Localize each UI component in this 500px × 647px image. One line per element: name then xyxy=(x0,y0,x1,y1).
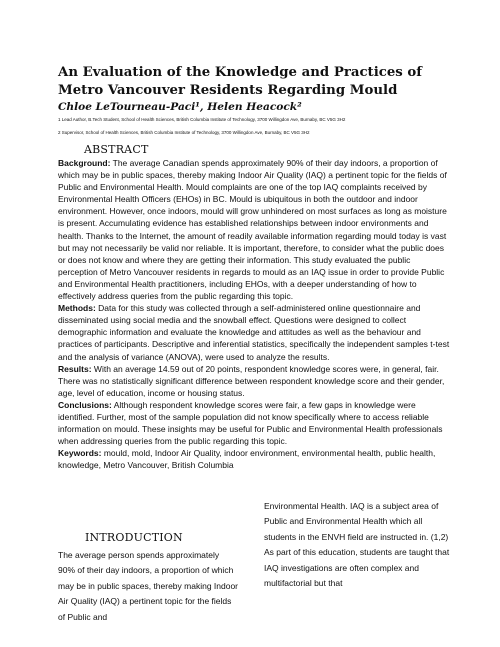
affiliation-2: 2 Supervisor, School of Health Sciences, British Columbia Institute of Technology, 3700 Willingdon Ave, Burnaby, BC V5G 3H2 xyxy=(58,130,310,135)
introduction-left-text: The average person spends approximately 90% of their day indoors, a proportion of which may be in public spaces, thereby making Indoor Air Quality (IAQ) a pertinent topic for the fields of Public and xyxy=(58,550,239,622)
abstract-keywords xyxy=(58,447,450,471)
keywords-text: mould, mold, Indoor Air Quality, indoor environment, environmental health, public health, knowledge, Metro Vancouver, British Columbia xyxy=(58,448,436,471)
results-label: Results: xyxy=(58,363,92,374)
introduction-right-column xyxy=(264,499,454,591)
abstract-results xyxy=(58,363,450,399)
background-text: The average Canadian spends approximately 90% of their day indoors, a proportion of which may be in public spaces, thereby making Indoor Air Quality (IAQ) a pertinent topic for the fields of Public and Environmental Health. Mould complaints are one of the top IAQ complaints received by Environmental Health Officers (EHOs) in BC. Mould is ubiquitous in both the outdoor and indoor environment. However, once indoors, mould will grow unhindered on most surfaces as long as moisture is present. Accumulating evidence has established relationships between indoor environments and health. Thanks to the Internet, the amount of readily available information regarding mould today is vast but may not necessarily be valid nor reliable. It is important, therefore, to consider what the public does or does not know and where they are getting their information. This study evaluated the public perception of Metro Vancouver residents in regards to mould as an IAQ issue in order to provide Public and Environmental Health practitioners, including EHOs, with a deeper understanding of how to effectively address queries from the public regarding this topic. xyxy=(58,158,447,302)
keywords-label: Keywords: xyxy=(58,448,102,459)
paper-title: An Evaluation of the Knowledge and Practices of Metro Vancouver Residents Regarding Mould xyxy=(58,65,423,98)
affiliation-1: 1 Lead Author, B.Tech Student, School of Health Sciences, British Columbia Institute of Technology, 3700 Willingdon Ave, Burnaby, BC V5G 3H2 xyxy=(58,117,346,122)
introduction-right-text: Environmental Health. IAQ is a subject area of Public and Environmental Health which all students in the ENVH field are instructed in. (1,2) As part of this education, students are taught that IAQ investigations are often complex and multifactorial but that xyxy=(264,501,450,589)
abstract-body xyxy=(58,157,450,471)
conclusions-text: Although respondent knowledge scores were fair, a few gaps in knowledge were identified. Further, most of the sample population did not know specifically where to access reliable information on mould. These insights may be useful for Public and Environmental Health professionals when addressing queries from the public regarding this topic. xyxy=(58,399,443,447)
methods-label: Methods: xyxy=(58,303,96,314)
introduction-heading: INTRODUCTION xyxy=(85,531,183,544)
conclusions-label: Conclusions: xyxy=(58,399,112,410)
background-label: Background: xyxy=(58,158,111,168)
abstract-heading: ABSTRACT xyxy=(84,143,149,156)
results-text: With an average 14.59 out of 20 points, respondent knowledge scores were, in general, fair. There was no statistically significant difference between respondent knowledge score and their gender, age, level of education, income or housing status. xyxy=(58,363,445,398)
methods-text: Data for this study was collected through a self-administered online questionnaire and disseminated using social media and the snowball effect. Questions were designed to collect demographic information and evaluate the knowledge and attitudes as well as the behaviour and practices of participants. Descriptive and inferential statistics, specifically the independent samples t-test and the analysis of variance (ANOVA), were used to analyze the results. xyxy=(58,303,450,362)
introduction-left-column xyxy=(58,548,238,625)
abstract-methods xyxy=(58,302,450,362)
author-list: Chloe LeTourneau-Paci¹, Helen Heacock² xyxy=(58,101,302,113)
abstract-background xyxy=(58,157,450,302)
abstract-conclusions xyxy=(58,399,450,447)
